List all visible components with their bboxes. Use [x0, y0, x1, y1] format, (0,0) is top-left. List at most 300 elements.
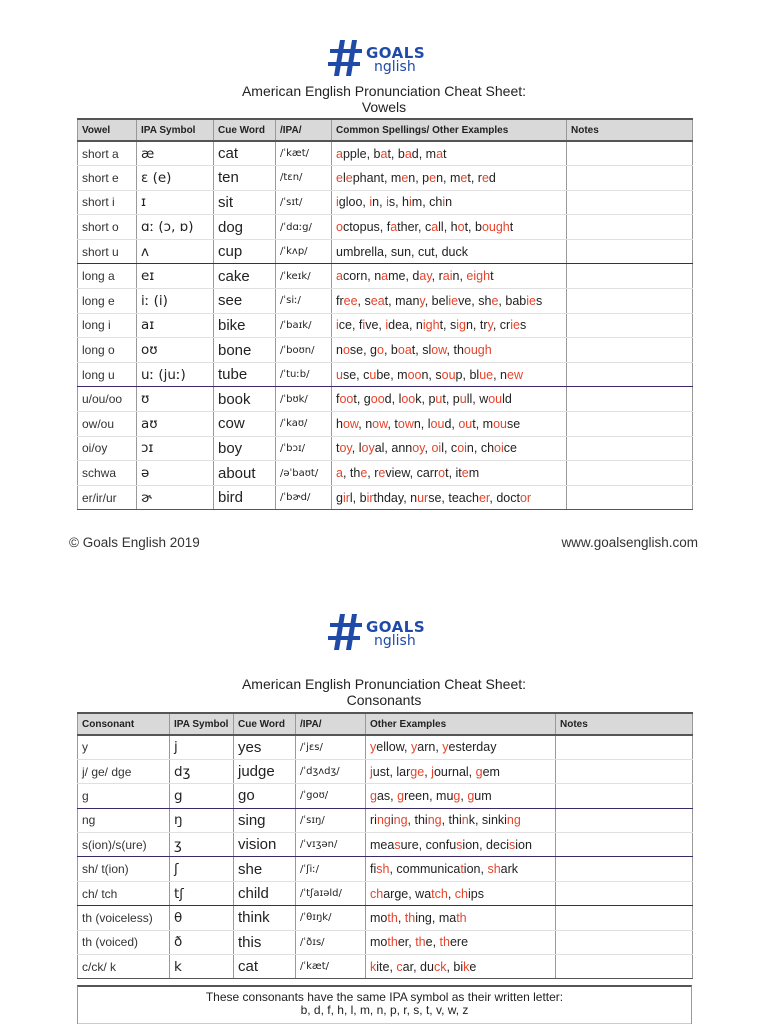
example-text: ite, [376, 959, 397, 974]
cue-word: bike [214, 313, 276, 338]
highlighted-spelling: g [467, 788, 475, 803]
highlighted-spelling: y [411, 740, 418, 755]
ipa-transcription: /ˈbʊk/ [276, 387, 332, 412]
cue-word: think [234, 906, 296, 930]
highlighted-spelling: oa [397, 343, 412, 358]
highlighted-spelling: ch [370, 886, 384, 901]
highlighted-spelling: ck [433, 959, 447, 974]
vowels-table-body [78, 141, 693, 510]
highlighted-spelling: ough [481, 220, 510, 235]
highlighted-spelling: ir [342, 490, 350, 505]
highlighted-spelling: e [336, 170, 343, 185]
table-row [78, 735, 693, 759]
ipa-transcription: /ˈkæt/ [296, 955, 366, 979]
highlighted-spelling: ow [342, 416, 359, 431]
example-text: mea [370, 837, 395, 852]
highlighted-spelling: ea [370, 293, 385, 308]
highlighted-spelling: ng [393, 813, 408, 828]
hashtag-logo-icon [326, 38, 366, 78]
examples-cell [332, 436, 567, 461]
cue-word: boy [214, 436, 276, 461]
example-text: , communica [389, 862, 461, 877]
examples-cell [332, 239, 567, 264]
example-text: se [507, 416, 521, 431]
row-label: long u [78, 362, 137, 387]
highlighted-spelling: s [508, 837, 516, 852]
ipa-transcription: /ˈðɪs/ [296, 930, 366, 954]
highlighted-spelling: s [394, 837, 401, 852]
highlighted-spelling: e [360, 466, 368, 481]
notes-cell [556, 759, 693, 783]
highlighted-spelling: a [390, 220, 398, 235]
example-text: , [424, 764, 432, 779]
highlighted-spelling: th [387, 935, 398, 950]
example-text: t, b [464, 220, 482, 235]
notes-cell [556, 784, 693, 808]
page-title [0, 83, 768, 115]
highlighted-spelling: ee [343, 293, 358, 308]
notes-cell [567, 436, 693, 461]
ipa-transcription: /ˈvɪʒən/ [296, 833, 366, 857]
example-text: se, c [342, 367, 370, 382]
header-ipa: /IPA/ [296, 713, 366, 735]
website-link[interactable]: www.goalsenglish.com [561, 535, 698, 550]
ipa-transcription: /ˈbɔɪ/ [276, 436, 332, 461]
highlighted-spelling: o [457, 220, 465, 235]
example-text: k, sinki [468, 813, 507, 828]
highlighted-spelling: oi [457, 441, 467, 456]
highlighted-spelling: e [481, 170, 489, 185]
ipa-transcription: /ˈjɛs/ [296, 735, 366, 759]
example-text: g [336, 490, 343, 505]
example-text: , [424, 441, 432, 456]
notes-cell [556, 955, 693, 979]
row-label: s(ion)/s(ure) [78, 833, 170, 857]
example-text: n [445, 195, 453, 210]
hashtag-logo-icon [326, 612, 366, 652]
cue-word: this [234, 930, 296, 954]
notes-cell [556, 906, 693, 930]
highlighted-spelling: o [342, 343, 350, 358]
ipa-transcription: /ˈkæt/ [276, 141, 332, 166]
example-text: h [336, 416, 343, 431]
highlighted-spelling: g [453, 788, 461, 803]
highlighted-spelling: ie [448, 293, 459, 308]
notes-cell [567, 190, 693, 215]
table-row [78, 759, 693, 783]
row-label: th (voiced) [78, 930, 170, 954]
highlighted-spelling: oo [407, 367, 422, 382]
highlighted-spelling: th [439, 935, 450, 950]
highlighted-spelling: ie [526, 293, 536, 308]
example-text: n [336, 343, 343, 358]
highlighted-spelling: a [336, 269, 343, 284]
example-text: t, p [442, 392, 460, 407]
highlighted-spelling: oo [339, 392, 354, 407]
highlighted-spelling: igh [422, 318, 440, 333]
example-text: t [490, 269, 494, 284]
example-text: ve, [365, 318, 386, 333]
example-text: corn, n [342, 269, 382, 284]
highlighted-spelling: oo [370, 392, 385, 407]
example-text: , s [357, 293, 371, 308]
example-text: m [468, 466, 480, 481]
examples-cell [332, 190, 567, 215]
example-text: esterday [448, 740, 497, 755]
example-text: s, h [388, 195, 409, 210]
example-text: ctopus, f [342, 220, 391, 235]
ipa-transcription: /ˈtʃaɪəld/ [296, 881, 366, 905]
cue-word: dog [214, 215, 276, 240]
example-text: phant, m [352, 170, 402, 185]
goals-english-logo [326, 612, 446, 656]
examples-cell [332, 387, 567, 412]
notes-cell [567, 141, 693, 166]
example-text: d, [444, 416, 459, 431]
highlighted-spelling: a [336, 466, 343, 481]
ipa-symbol: ð [170, 930, 234, 954]
example-text: s [535, 293, 543, 308]
cue-word: tube [214, 362, 276, 387]
highlighted-spelling: i [442, 195, 446, 210]
example-text: l, b [349, 490, 367, 505]
header-examples: Other Examples [366, 713, 556, 735]
example-text: ther, c [397, 220, 432, 235]
highlighted-spelling: a [436, 146, 444, 161]
same-symbol-line-2: b, d, f, h, l, m, n, p, r, s, t, v, w, z [300, 1003, 469, 1017]
example-text: , cr [492, 318, 511, 333]
example-text: t, g [353, 392, 371, 407]
cue-word: bone [214, 338, 276, 363]
ipa-transcription: /ˈsɪŋ/ [296, 808, 366, 832]
highlighted-spelling: ig [456, 318, 466, 333]
highlighted-spelling: ew [507, 367, 523, 382]
examples-cell [332, 338, 567, 363]
ipa-symbol: ʌ [137, 239, 214, 264]
example-text: se, teach [428, 490, 479, 505]
highlighted-spelling: u [336, 367, 343, 382]
notes-cell [567, 166, 693, 191]
table-row [78, 857, 693, 881]
examples-cell [366, 833, 556, 857]
highlighted-spelling: e [461, 466, 469, 481]
highlighted-spelling: i [386, 195, 389, 210]
highlighted-spelling: ou [493, 416, 508, 431]
highlighted-spelling: ch [454, 886, 468, 901]
example-text: ve, sh [458, 293, 492, 308]
highlighted-spelling: th [404, 910, 416, 925]
highlighted-spelling: a [336, 146, 343, 161]
ipa-transcription: /ˈboʊn/ [276, 338, 332, 363]
highlighted-spelling: ow [431, 343, 447, 358]
table-row [78, 362, 693, 387]
notes-cell [567, 239, 693, 264]
ipa-symbol: ɪ [137, 190, 214, 215]
ipa-symbol: g [170, 784, 234, 808]
ipa-symbol: ʊ [137, 387, 214, 412]
highlighted-spelling: i [369, 195, 373, 210]
cue-word: about [214, 461, 276, 486]
examples-cell [332, 141, 567, 166]
row-label: short i [78, 190, 137, 215]
table-header-row [78, 713, 693, 735]
table-row [78, 485, 693, 510]
ipa-transcription: /ˈkaʊ/ [276, 412, 332, 437]
highlighted-spelling: a [380, 146, 388, 161]
example-text: , r [431, 269, 443, 284]
page-title [0, 676, 768, 708]
example-text: , bab [498, 293, 527, 308]
example-text: ce [503, 441, 517, 456]
ipa-symbol: aʊ [137, 412, 214, 437]
examples-cell [366, 784, 556, 808]
example-text: p, bl [455, 367, 480, 382]
highlighted-spelling: i [362, 318, 366, 333]
highlighted-spelling: th [456, 910, 467, 925]
highlighted-spelling: ge [410, 764, 425, 779]
examples-cell [366, 759, 556, 783]
highlighted-spelling: o [377, 343, 384, 358]
highlighted-spelling: g [370, 788, 377, 803]
examples-cell [332, 264, 567, 289]
logo-sub-text: nglish [374, 59, 416, 75]
ipa-symbol: aɪ [137, 313, 214, 338]
row-label: long a [78, 264, 137, 289]
example-text: , r [367, 466, 379, 481]
notes-cell [567, 289, 693, 314]
ipa-transcription: /ˈθɪŋk/ [296, 906, 366, 930]
highlighted-spelling: y [419, 293, 425, 308]
highlighted-spelling: o [336, 220, 343, 235]
example-text: er, [397, 935, 416, 950]
cue-word: child [234, 881, 296, 905]
ipa-symbol: ŋ [170, 808, 234, 832]
highlighted-spelling: ough [463, 343, 492, 358]
ipa-transcription: /tɛn/ [276, 166, 332, 191]
notes-cell [556, 881, 693, 905]
cue-word: go [234, 784, 296, 808]
example-text: ion [515, 837, 532, 852]
table-row [78, 833, 693, 857]
highlighted-spelling: ur [417, 490, 429, 505]
highlighted-spelling: a [431, 220, 439, 235]
notes-cell [567, 362, 693, 387]
cue-word: cow [214, 412, 276, 437]
highlighted-spelling: eigh [466, 269, 491, 284]
ipa-symbol: uː (juː) [137, 362, 214, 387]
examples-cell [366, 735, 556, 759]
cue-word: cat [214, 141, 276, 166]
ipa-symbol: θ [170, 906, 234, 930]
example-text: ll, w [466, 392, 489, 407]
highlighted-spelling: or [519, 490, 532, 505]
highlighted-spelling: ow [397, 416, 414, 431]
ipa-transcription: /ˈgoʊ/ [296, 784, 366, 808]
title-line-1: American English Pronunciation Cheat Sheet: [241, 83, 527, 99]
table-row [78, 141, 693, 166]
table-row [78, 289, 693, 314]
table-row [78, 215, 693, 240]
example-text: , doct [489, 490, 520, 505]
example-text: n, m [436, 170, 461, 185]
table-row [78, 338, 693, 363]
ipa-transcription: /ˈdɑːg/ [276, 215, 332, 240]
examples-cell [332, 412, 567, 437]
header-cue-word: Cue Word [234, 713, 296, 735]
logo-sub-text: nglish [374, 633, 416, 649]
example-text: l, c [441, 441, 458, 456]
table-row [78, 264, 693, 289]
table-row [78, 461, 693, 486]
highlighted-spelling: c [396, 959, 403, 974]
row-label: th (voiceless) [78, 906, 170, 930]
example-text: n, p [408, 170, 430, 185]
examples-cell [332, 166, 567, 191]
table-header-row [78, 119, 693, 141]
examples-cell [366, 955, 556, 979]
cue-word: bird [214, 485, 276, 510]
example-text: s [519, 318, 527, 333]
notes-cell [556, 857, 693, 881]
highlighted-spelling: e [491, 293, 499, 308]
title-line-2: Consonants [346, 692, 422, 708]
ipa-symbol: ʃ [170, 857, 234, 881]
row-label: short u [78, 239, 137, 264]
example-text: d [488, 170, 496, 185]
example-text: n, tr [465, 318, 488, 333]
example-text: d, m [411, 146, 437, 161]
highlighted-spelling: sh [487, 862, 501, 877]
header-consonant: Consonant [78, 713, 170, 735]
highlighted-spelling: oo [401, 392, 416, 407]
highlighted-spelling: ou [441, 367, 456, 382]
ipa-symbol: j [170, 735, 234, 759]
highlighted-spelling: e [401, 170, 409, 185]
examples-cell [366, 906, 556, 930]
highlighted-spelling: ng [506, 813, 521, 828]
highlighted-spelling: oy [361, 441, 375, 456]
example-text: t, b [387, 146, 405, 161]
notes-cell [567, 264, 693, 289]
highlighted-spelling: ai [442, 269, 453, 284]
example-text: ion, [463, 862, 488, 877]
ipa-transcription: /ˈbɚd/ [276, 485, 332, 510]
example-text: d, l [384, 392, 402, 407]
highlighted-spelling: o [438, 466, 446, 481]
logo-brand-text: GOALS [366, 618, 426, 636]
highlighted-spelling: oi [494, 441, 504, 456]
notes-cell [567, 313, 693, 338]
table-row [78, 313, 693, 338]
example-text: gloo, [338, 195, 370, 210]
example-text: thday, n [373, 490, 418, 505]
highlighted-spelling: y [442, 740, 449, 755]
ipa-symbol: ʒ [170, 833, 234, 857]
example-text: n, ch [466, 441, 495, 456]
highlighted-spelling: i [336, 318, 339, 333]
highlighted-spelling: er [478, 490, 490, 505]
vowels-table [77, 118, 693, 510]
highlighted-spelling: a [381, 269, 389, 284]
row-label: er/ir/ur [78, 485, 137, 510]
highlighted-spelling: t [460, 862, 464, 877]
notes-cell [556, 735, 693, 759]
highlighted-spelling: ng [427, 813, 442, 828]
consonants-table [77, 712, 693, 979]
example-text: t [443, 146, 447, 161]
ipa-symbol: ɑː (ɔ, ɒ) [137, 215, 214, 240]
ipa-transcription: /ˈtuːb/ [276, 362, 332, 387]
ipa-symbol: dʒ [170, 759, 234, 783]
examples-cell [332, 313, 567, 338]
example-text: , n [493, 367, 507, 382]
ipa-symbol: eɪ [137, 264, 214, 289]
header-notes: Notes [556, 713, 693, 735]
example-text: , thi [441, 813, 462, 828]
cue-word: sing [234, 808, 296, 832]
highlighted-spelling: ie [510, 318, 520, 333]
title-line-2: Vowels [361, 99, 407, 115]
example-text: ing, ma [415, 910, 457, 925]
highlighted-spelling: n [461, 813, 469, 828]
table-row [78, 412, 693, 437]
example-text: pple, b [342, 146, 381, 161]
notes-cell [567, 485, 693, 510]
table-row [78, 166, 693, 191]
row-label: oi/oy [78, 436, 137, 461]
row-label: ow/ou [78, 412, 137, 437]
examples-cell [332, 485, 567, 510]
highlighted-spelling: ou [488, 392, 503, 407]
notes-cell [567, 215, 693, 240]
example-text: umbrella, sun, cut, duck [336, 244, 469, 259]
same-symbol-note [77, 985, 692, 1024]
example-text: e, [425, 935, 440, 950]
highlighted-spelling: j [431, 764, 434, 779]
cue-word: vision [234, 833, 296, 857]
cue-word: sit [214, 190, 276, 215]
ipa-transcription: /ˈbaɪk/ [276, 313, 332, 338]
example-text: al, ann [374, 441, 413, 456]
header-examples: Common Spellings/ Other Examples [332, 119, 567, 141]
highlighted-spelling: k [370, 959, 377, 974]
examples-cell [332, 289, 567, 314]
example-text: ll, h [438, 220, 458, 235]
example-text: t, m [472, 416, 494, 431]
example-text: , [397, 910, 405, 925]
row-label: long e [78, 289, 137, 314]
example-text: , b [383, 343, 398, 358]
title-line-1: American English Pronunciation Cheat Sheet: [241, 676, 527, 692]
highlighted-spelling: s [456, 837, 463, 852]
highlighted-spelling: e [429, 170, 437, 185]
example-text: , t [387, 416, 398, 431]
cue-word: ten [214, 166, 276, 191]
table-row [78, 906, 693, 930]
example-text: , [447, 886, 455, 901]
copyright-text: © Goals English 2019 [69, 535, 200, 550]
highlighted-spelling: u [459, 392, 467, 407]
example-text: ere [449, 935, 469, 950]
highlighted-spelling: i [336, 195, 339, 210]
examples-cell [366, 857, 556, 881]
ipa-transcription: /ˈkʌp/ [276, 239, 332, 264]
row-label: short a [78, 141, 137, 166]
example-text: t [336, 441, 340, 456]
ipa-symbol: k [170, 955, 234, 979]
example-text: view, carr [385, 466, 439, 481]
highlighted-spelling: j [370, 764, 373, 779]
